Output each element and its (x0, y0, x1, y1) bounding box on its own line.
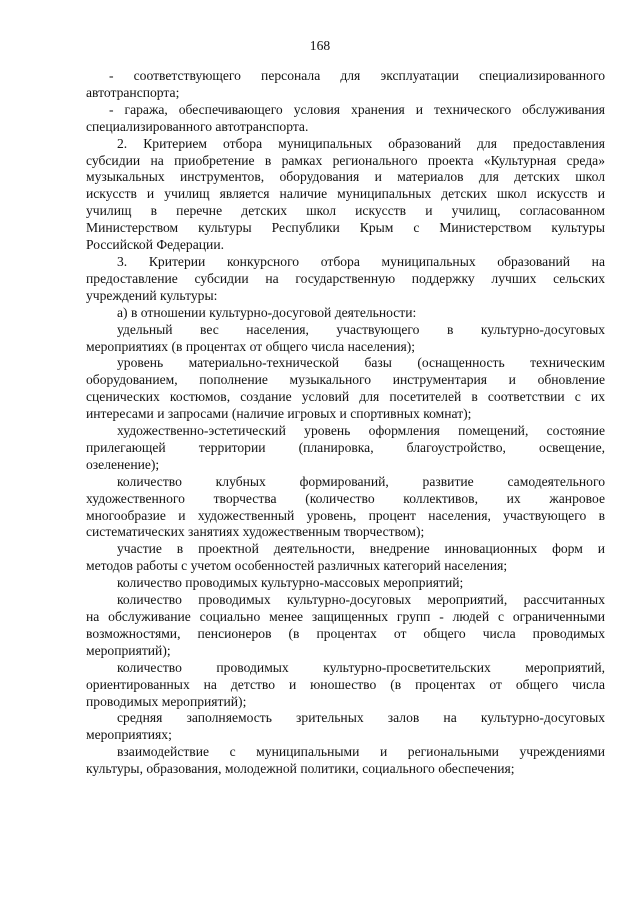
text-line (86, 592, 605, 609)
text-line-content: мероприятиях (в процентах от общего числа населения); (86, 338, 416, 354)
text-line-content: предоставление субсидии на государственную поддержку лучших сельских (86, 270, 605, 286)
text-line-content: участие в проектной деятельности, внедрение инновационных форм и (117, 541, 605, 557)
text-line (86, 474, 605, 491)
text-line (86, 322, 605, 339)
text-line-content: автотранспорта; (86, 84, 180, 100)
text-line-content: проводимых мероприятий); (86, 693, 247, 709)
document-body (86, 68, 605, 778)
text-line (86, 68, 605, 85)
text-line (86, 339, 605, 356)
text-line-content: прилегающей территории (планировка, благоустройство, освещение, (86, 439, 605, 455)
text-line-content: взаимодействие с муниципальными и региональными учреждениями (117, 744, 605, 760)
text-line-content: оборудованием, пополнение музыкального инструментария и обновление (86, 372, 605, 388)
text-line (86, 727, 605, 744)
text-line (86, 372, 605, 389)
text-line (86, 524, 605, 541)
text-line-content: 2. Критерием отбора муниципальных образований для предоставления (117, 135, 605, 151)
text-line (86, 761, 605, 778)
text-line-content: мероприятий); (86, 642, 171, 658)
text-line-content: количество клубных формирований, развитие самодеятельного (117, 473, 605, 489)
text-line (86, 389, 605, 406)
text-line (86, 710, 605, 727)
text-line (86, 271, 605, 288)
text-line-content: методов работы с учетом особенностей различных категорий населения; (86, 558, 508, 574)
text-line-content: 3. Критерии конкурсного отбора муниципальных образований на (117, 253, 605, 269)
text-line (86, 153, 605, 170)
text-line (86, 254, 605, 271)
text-line-content: учреждений культуры: (86, 287, 218, 303)
text-line (86, 457, 605, 474)
text-line-content: Российской Федерации. (86, 237, 224, 253)
text-line (86, 203, 605, 220)
text-line (86, 305, 605, 322)
text-line-content: на обслуживание социально менее защищенных групп - людей с ограниченными (86, 609, 605, 624)
text-line-content: - соответствующего персонала для эксплуатации специализированного (109, 68, 605, 83)
text-line (86, 102, 605, 119)
text-line-content: Министерством культуры Республики Крым с Министерством культуры (86, 220, 605, 236)
text-line (86, 288, 605, 305)
text-line-content: многообразие и художественный уровень, процент населения, участвующего в (86, 507, 605, 523)
text-line-content: искусств и училищ является наличие муниципальных детских школ искусств и (86, 186, 605, 202)
text-line (86, 119, 605, 136)
text-line-content: количество проводимых культурно-просветительских мероприятий, (117, 659, 605, 675)
text-line-content: художественного творчества (количество коллективов, их жанровое (86, 490, 605, 506)
text-line-content: систематических занятиях художественным творчеством); (86, 524, 425, 540)
text-line-content: культуры, образования, молодежной политики, социального обеспечения; (86, 761, 515, 777)
text-line (86, 423, 605, 440)
text-line (86, 643, 605, 660)
text-line (86, 609, 605, 626)
text-line-content: училищ в перечне детских школ искусств и училищ, согласованном (86, 203, 605, 219)
text-line-content: музыкальных инструментов, оборудования и материалов для детских школ (86, 169, 605, 185)
text-line (86, 440, 605, 457)
text-line (86, 558, 605, 575)
text-line (86, 694, 605, 711)
text-line-content: субсидии на приобретение в рамках регионального проекта «Культурная среда» (86, 152, 605, 168)
text-line-content: - гаража, обеспечивающего условия хранения и технического обслуживания (109, 101, 605, 117)
text-line-content: специализированного автотранспорта. (86, 118, 309, 134)
text-line-content: мероприятиях; (86, 727, 172, 743)
text-line (86, 85, 605, 102)
text-line (86, 541, 605, 558)
text-line-content: интересами и запросами (наличие игровых и спортивных комнат); (86, 406, 472, 422)
text-line (86, 508, 605, 525)
text-line-content: средняя заполняемость зрительных залов на культурно-досуговых (117, 710, 605, 726)
text-line (86, 220, 605, 237)
text-line-content: художественно-эстетический уровень оформления помещений, состояние (117, 423, 605, 439)
text-line-content: количество проводимых культурно-досуговых мероприятий, рассчитанных (117, 592, 605, 608)
text-line-content: озеленение); (86, 456, 160, 472)
text-line-content: уровень материально-технической базы (оснащенность техническим (117, 355, 605, 371)
text-line-content: сценических костюмов, создание условий для посетителей в соответствии с их (86, 389, 605, 405)
text-line-content: а) в отношении культурно-досуговой деятельности: (117, 304, 417, 320)
text-line-content: количество проводимых культурно-массовых мероприятий; (117, 575, 464, 591)
text-line (86, 491, 605, 508)
page-number: 168 (309, 38, 331, 53)
text-line (86, 626, 605, 643)
text-line (86, 744, 605, 761)
text-line (86, 169, 605, 186)
text-line (86, 677, 605, 694)
text-line (86, 575, 605, 592)
text-line (86, 237, 605, 254)
text-line (86, 355, 605, 372)
text-line-content: возможностями, пенсионеров (в процентах от общего числа проводимых (86, 625, 605, 641)
text-line (86, 136, 605, 153)
text-line-content: ориентированных на детство и юношество (в процентах от общего числа (86, 676, 605, 692)
text-line (86, 186, 605, 203)
text-line (86, 660, 605, 677)
text-line (86, 406, 605, 423)
text-line-content: удельный вес населения, участвующего в культурно-досуговых (117, 321, 605, 337)
